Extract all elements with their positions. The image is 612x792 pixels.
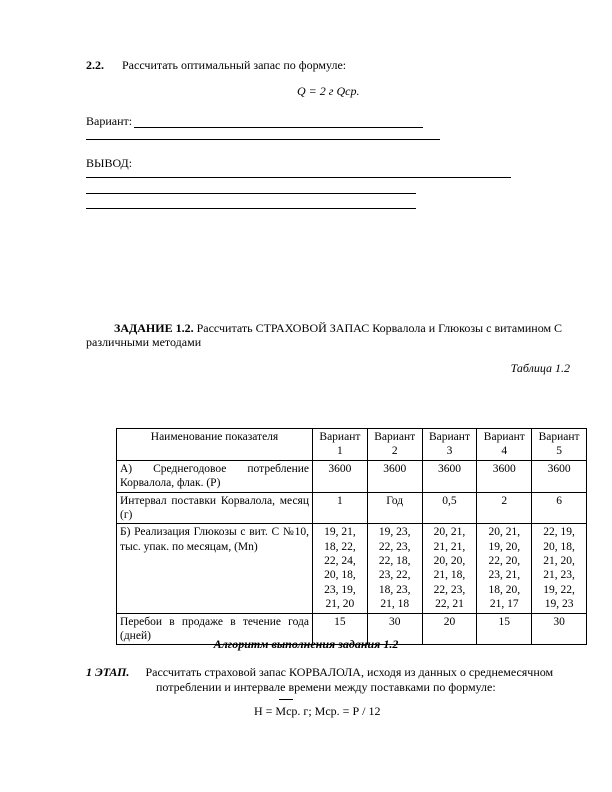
- header-variant-5: Вариант 5: [532, 429, 587, 461]
- table-cell: 20, 21, 21, 21, 20, 20, 21, 18, 22, 23, 22, 21: [422, 524, 477, 613]
- section-number: 2.2.: [86, 58, 104, 72]
- header-variant-4: Вариант 4: [477, 429, 532, 461]
- table-row: [117, 524, 587, 613]
- table-row: [117, 460, 587, 492]
- stage-label: 1 ЭТАП.: [86, 665, 130, 679]
- table-cell: 3600: [367, 460, 422, 492]
- table-cell: 15: [313, 613, 368, 645]
- header-variant-2: Вариант 2: [367, 429, 422, 461]
- row-name: Интервал поставки Корвалола, месяц (г): [117, 492, 313, 524]
- table-cell: 30: [367, 613, 422, 645]
- stage-1: [86, 665, 553, 679]
- table-cell: Год: [367, 492, 422, 524]
- row-name: Б) Реализация Глюкозы с вит. С №10, тыс. упак. по месяцам, (Mn): [117, 524, 313, 613]
- task-title: ЗАДАНИЕ 1.2.: [114, 321, 194, 335]
- task-text-line-2: различными методами: [86, 335, 202, 349]
- table-caption: Таблица 1.2: [510, 361, 570, 375]
- task-heading: [114, 321, 562, 335]
- table-cell: 19, 23, 22, 23, 22, 18, 23, 22, 18, 23, 21, 18: [367, 524, 422, 613]
- table-cell: 6: [532, 492, 587, 524]
- table-cell: 15: [477, 613, 532, 645]
- table-header-row: [117, 429, 587, 461]
- variant-label: Вариант:: [86, 114, 133, 128]
- row-name: А) Среднегодовое потребление Корвалола, флак. (P): [117, 460, 313, 492]
- table-cell: 20, 21, 19, 20, 22, 20, 23, 21, 18, 20, 21, 17: [477, 524, 532, 613]
- conclusion-line-1: [86, 177, 511, 178]
- conclusion-label: ВЫВОД:: [86, 156, 133, 170]
- section-text: Рассчитать оптимальный запас по формуле:: [122, 58, 347, 72]
- conclusion-line-2: [86, 193, 416, 194]
- variant-answer-line: [134, 127, 423, 128]
- conclusion-line-3: [86, 208, 416, 209]
- header-variant-1: Вариант 1: [313, 429, 368, 461]
- algorithm-title: Алгоритм выполнения задания 1.2: [213, 637, 399, 651]
- table-row: [117, 492, 587, 524]
- row-name: Перебои в продаже в течение года (дней): [117, 613, 313, 645]
- table-cell: 22, 19, 20, 18, 21, 20, 21, 23, 19, 22, 19, 23: [532, 524, 587, 613]
- table-cell: 3600: [313, 460, 368, 492]
- table-cell: 3600: [477, 460, 532, 492]
- table-cell: 19, 21, 18, 22, 22, 24, 20, 18, 23, 19, 21, 20: [313, 524, 368, 613]
- task-text: Рассчитать СТРАХОВОЙ ЗАПАС Корвалола и Глюкозы с витамином С: [196, 321, 563, 335]
- table-cell: 20: [422, 613, 477, 645]
- table-cell: 3600: [422, 460, 477, 492]
- stage-text-line-1: Рассчитать страховой запас КОРВАЛОЛА, исходя из данных о среднемесячном: [145, 665, 554, 679]
- table-cell: 30: [532, 613, 587, 645]
- variant-answer-line-2: [86, 139, 440, 140]
- section-2-2-heading: [86, 58, 346, 72]
- table-cell: 0,5: [422, 492, 477, 524]
- header-variant-3: Вариант 3: [422, 429, 477, 461]
- mean-overline: [279, 699, 293, 700]
- data-table: [116, 428, 587, 645]
- table-cell: 1: [313, 492, 368, 524]
- safety-stock-formula: Н = Мср. г; Мср. = Р / 12: [254, 704, 381, 718]
- table-cell: 3600: [532, 460, 587, 492]
- table-cell: 2: [477, 492, 532, 524]
- stage-text-line-2: потреблении и интервале времени между поставками по формуле:: [156, 680, 496, 694]
- header-name: Наименование показателя: [117, 429, 313, 461]
- optimal-stock-formula: Q = 2 г Qср.: [297, 84, 360, 98]
